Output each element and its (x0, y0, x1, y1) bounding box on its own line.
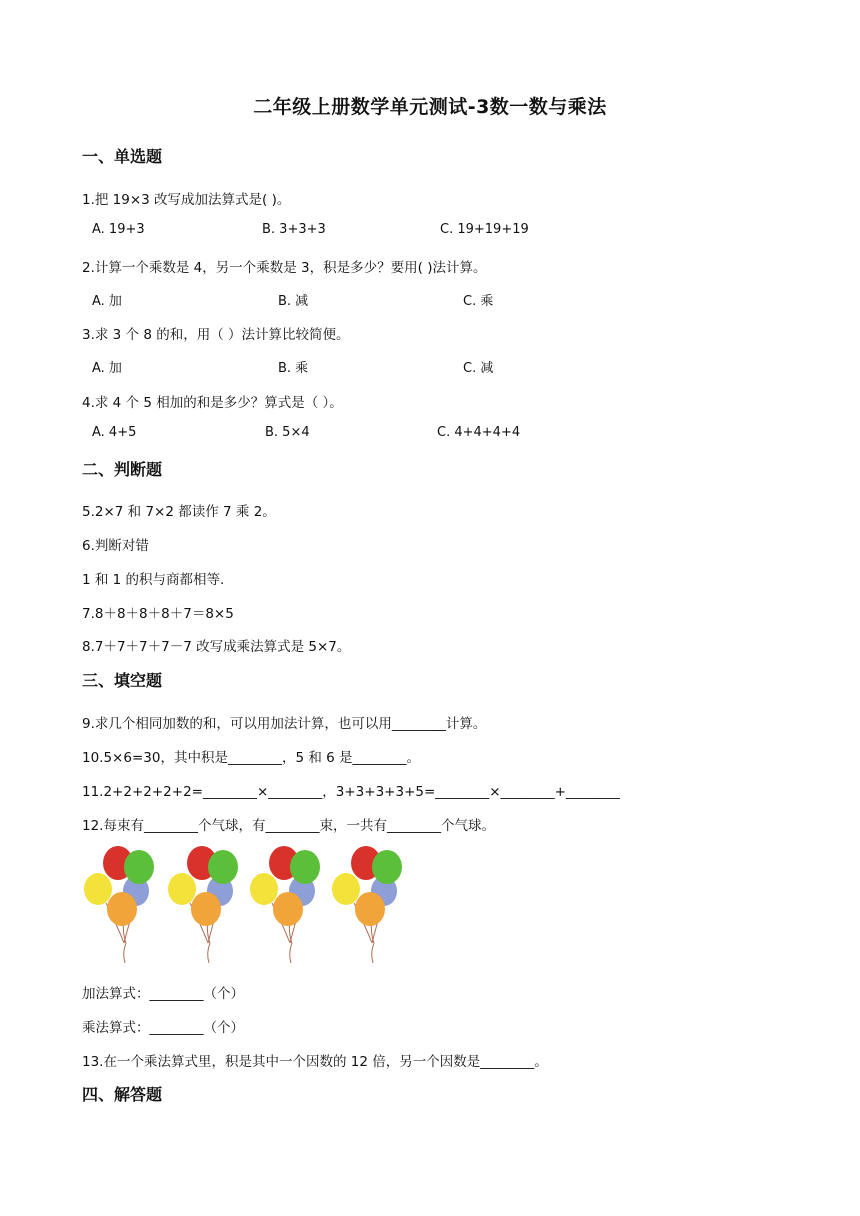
section-true-false: 二、判断题 (82, 460, 163, 479)
question-11: 11.2+2+2+2+2=________×________，3+3+3+3+5=________×________+________ (82, 784, 620, 800)
question-6: 6.判断对错 (82, 538, 149, 554)
question-2: 2.计算一个乘数是 4，另一个乘数是 3，积是多少？要用( )法计算。 (82, 260, 487, 276)
balloon-bunch-icon (84, 843, 154, 965)
question-1: 1.把 19×3 改写成加法算式是( )。 (82, 192, 291, 208)
balloon-bunch-icon (250, 843, 320, 965)
question-10: 10.5×6=30，其中积是________，5 和 6 是________。 (82, 750, 421, 766)
question-6-statement: 1 和 1 的积与商都相等. (82, 572, 225, 588)
q2-option-b[interactable]: B. 减 (278, 294, 309, 309)
question-5: 5.2×7 和 7×2 都读作 7 乘 2。 (82, 504, 276, 520)
question-7: 7.8＋8＋8＋8＋7＝8×5 (82, 606, 234, 622)
q1-option-c[interactable]: C. 19+19+19 (440, 222, 529, 237)
section-solve: 四、解答题 (82, 1085, 163, 1104)
q1-option-b[interactable]: B. 3+3+3 (262, 222, 326, 237)
balloon-bunches-image (84, 843, 414, 965)
q2-option-a[interactable]: A. 加 (92, 294, 122, 309)
question-9: 9.求几个相同加数的和，可以用加法计算，也可以用________计算。 (82, 716, 487, 732)
q4-option-b[interactable]: B. 5×4 (265, 425, 310, 440)
q2-option-c[interactable]: C. 乘 (463, 294, 494, 309)
q1-option-a[interactable]: A. 19+3 (92, 222, 145, 237)
balloon-bunch-icon (168, 843, 238, 965)
q3-option-b[interactable]: B. 乘 (278, 361, 309, 376)
q4-option-a[interactable]: A. 4+5 (92, 425, 137, 440)
q3-option-a[interactable]: A. 加 (92, 361, 122, 376)
question-12-addition: 加法算式：________（个） (82, 986, 244, 1002)
balloon-bunch-icon (332, 843, 402, 965)
section-single-choice: 一、单选题 (82, 147, 163, 166)
q3-option-c[interactable]: C. 减 (463, 361, 494, 376)
question-8: 8.7＋7＋7＋7－7 改写成乘法算式是 5×7。 (82, 639, 351, 655)
question-3: 3.求 3 个 8 的和，用（ ）法计算比较简便。 (82, 327, 350, 343)
q4-option-c[interactable]: C. 4+4+4+4 (437, 425, 521, 440)
question-4: 4.求 4 个 5 相加的和是多少？算式是（ ）。 (82, 395, 343, 411)
page-title: 二年级上册数学单元测试-3数一数与乘法 (253, 96, 607, 118)
question-13: 13.在一个乘法算式里，积是其中一个因数的 12 倍，另一个因数是________。 (82, 1054, 548, 1070)
question-12-multiplication: 乘法算式：________（个） (82, 1020, 244, 1036)
question-12: 12.每束有________个气球，有________束，一共有________个气球。 (82, 818, 495, 834)
section-fill-blank: 三、填空题 (82, 671, 163, 690)
